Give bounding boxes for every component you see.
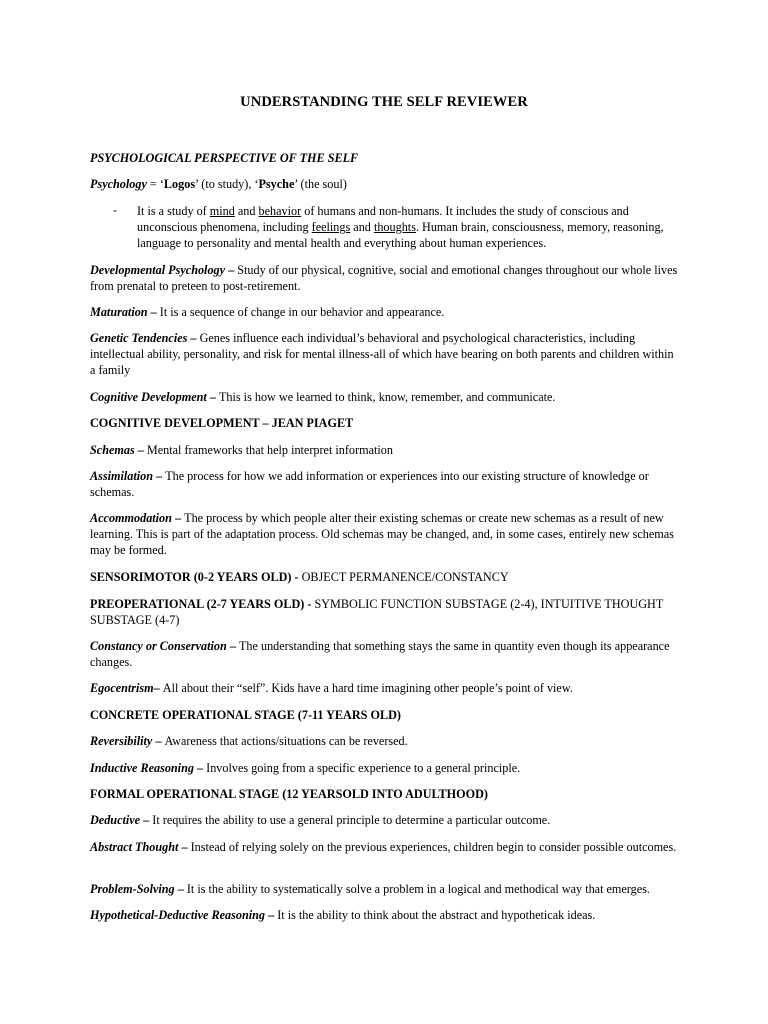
formal-heading: FORMAL OPERATIONAL STAGE (12 YEARSOLD INTO ADULTHOOD) [90, 787, 488, 801]
definition-inductive-reasoning: Inductive Reasoning – Involves going from a specific experience to a general principle. [90, 761, 521, 775]
stage-preoperational: PREOPERATIONAL (2-7 YEARS OLD) - SYMBOLIC FUNCTION SUBSTAGE (2-4), INTUITIVE THOUGHT SUBSTAGE (4-7) [90, 597, 664, 628]
piaget-heading: COGNITIVE DEVELOPMENT – JEAN PIAGET [90, 416, 354, 430]
definition-deductive: Deductive – It requires the ability to use a general principle to determine a particular outcome. [90, 813, 551, 827]
definition-egocentrism: Egocentrism– All about their “self”. Kids have a hard time imagining other people’s point of view. [90, 681, 573, 695]
definition-reversibility: Reversibility – Awareness that actions/situations can be reversed. [90, 734, 408, 748]
psychology-definition: Psychology = ‘Logos’ (to study), ‘Psyche’ (the soul) [90, 177, 347, 191]
page-title: UNDERSTANDING THE SELF REVIEWER [240, 94, 528, 110]
definition-abstract-thought: Abstract Thought – Instead of relying solely on the previous experiences, children begin to consider possible outcomes. [90, 840, 677, 854]
bullet-text: It is a study of mind and behavior of humans and non-humans. It includes the study of conscious and unconscious phenomena, including feelings and thoughts. Human brain, consciousness, memory, reasoning, language to personality and mental health and everything about human experiences. [137, 204, 664, 251]
definition-conservation: Constancy or Conservation – The understanding that something stays the same in quantity even though its appearance changes. [90, 639, 670, 670]
bullet-dash: - [113, 203, 118, 217]
definition-cognitive-development: Cognitive Development – This is how we learned to think, know, remember, and communicate. [90, 390, 556, 404]
definition-schemas: Schemas – Mental frameworks that help interpret information [90, 443, 393, 457]
definition-assimilation: Assimilation – The process for how we add information or experiences into our existing structure of knowledge or schemas. [90, 469, 649, 500]
definition-problem-solving: Problem-Solving – It is the ability to systematically solve a problem in a logical and methodical way that emerges. [90, 882, 650, 896]
definition-developmental-psychology: Developmental Psychology – Study of our physical, cognitive, social and emotional changes throughout our whole lives from prenatal to preteen to post-retirement. [90, 263, 678, 294]
concrete-heading: CONCRETE OPERATIONAL STAGE (7-11 YEARS OLD) [90, 708, 401, 722]
definition-genetic-tendencies: Genetic Tendencies – Genes influence each individual’s behavioral and psychological characteristics, including intellectual ability, personality, and risk for mental illness-all of which have bearing on both parents and children within a family [90, 331, 674, 378]
definition-hypothetical-deductive-reasoning: Hypothetical-Deductive Reasoning – It is the ability to think about the abstract and hypotheticak ideas. [90, 908, 596, 922]
def-term: Psychology [90, 177, 147, 191]
definition-accommodation: Accommodation – The process by which people alter their existing schemas or create new schemas as a result of new learning. This is part of the adaptation process. Old schemas may be changed, and, in some cases, entirely new schemas may be formed. [90, 511, 674, 558]
stage-sensorimotor: SENSORIMOTOR (0-2 YEARS OLD) - OBJECT PERMANENCE/CONSTANCY [90, 570, 509, 584]
definition-maturation: Maturation – It is a sequence of change in our behavior and appearance. [90, 305, 445, 319]
section-heading: PSYCHOLOGICAL PERSPECTIVE OF THE SELF [90, 151, 359, 165]
